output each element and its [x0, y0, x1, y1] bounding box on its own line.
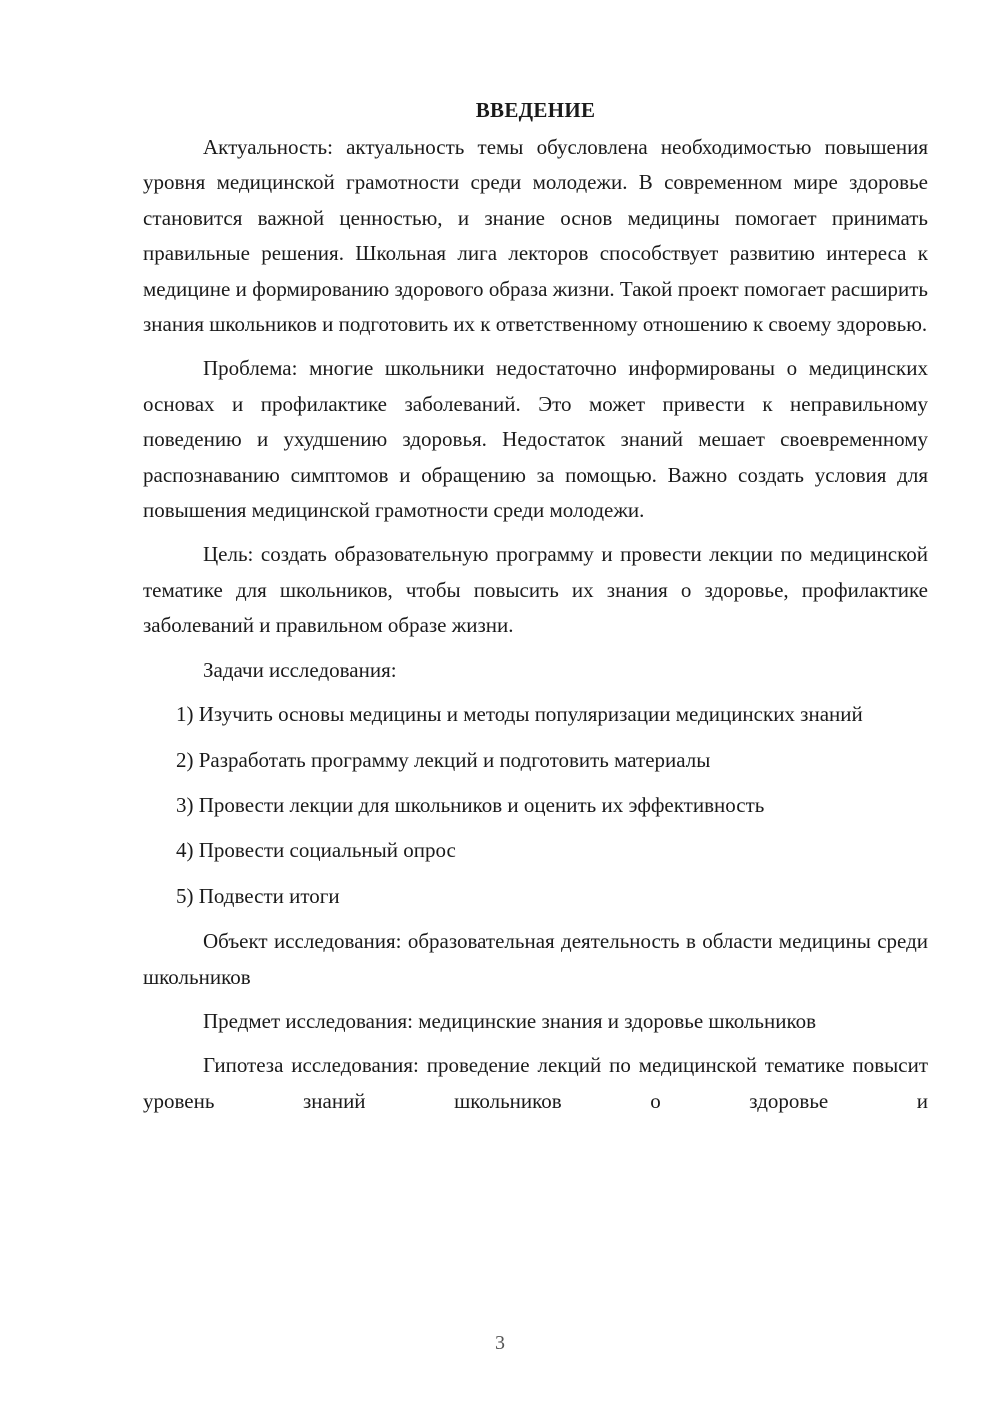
- task-item: 1) Изучить основы медицины и методы популяризации медицинских знаний: [176, 702, 863, 727]
- task-item: 4) Провести социальный опрос: [176, 838, 456, 863]
- page-number: 3: [495, 1332, 505, 1354]
- paragraph-goal: Цель: создать образовательную программу и провести лекции по медицинской тематике для школьников, чтобы повысить их знания о здоровье, профилактике заболеваний и правильном образе жизни.: [143, 542, 928, 638]
- task-item: 3) Провести лекции для школьников и оценить их эффективность: [176, 792, 765, 817]
- paragraph-hypothesis: Гипотеза исследования: проведение лекций по медицинской тематике повысит уровень знаний школьников о здоровье и: [143, 1053, 928, 1113]
- document-page: [143, 92, 928, 1128]
- section-title: ВВЕДЕНИЕ: [475, 98, 596, 122]
- paragraph-tasks-heading: Задачи исследования:: [203, 657, 397, 682]
- paragraph-problem: Проблема: многие школьники недостаточно информированы о медицинских основах и профилактике заболеваний. Это может привести к неправильному поведению и ухудшению здоровья. Недостаток знаний мешает своевременному распознаванию симптомов и обращению за помощью. Важно создать условия для повышения медицинской грамотности среди молодежи.: [143, 356, 928, 523]
- paragraph-relevance: Актуальность: актуальность темы обусловлена необходимостью повышения уровня медицинской грамотности среди молодежи. В современном мире здоровье становится важной ценностью, и знание основ медицины помогает принимать правильные решения. Школьная лига лекторов способствует развитию интереса к медицине и формированию здорового образа жизни. Такой проект помогает расширить знания школьников и подготовить их к ответственному отношению к своему здоровью.: [143, 135, 928, 337]
- task-item: 5) Подвести итоги: [176, 883, 340, 908]
- paragraph-object: Объект исследования: образовательная деятельность в области медицины среди школьников: [143, 929, 928, 989]
- paragraph-subject: Предмет исследования: медицинские знания и здоровье школьников: [203, 1008, 817, 1033]
- task-item: 2) Разработать программу лекций и подготовить материалы: [176, 747, 711, 772]
